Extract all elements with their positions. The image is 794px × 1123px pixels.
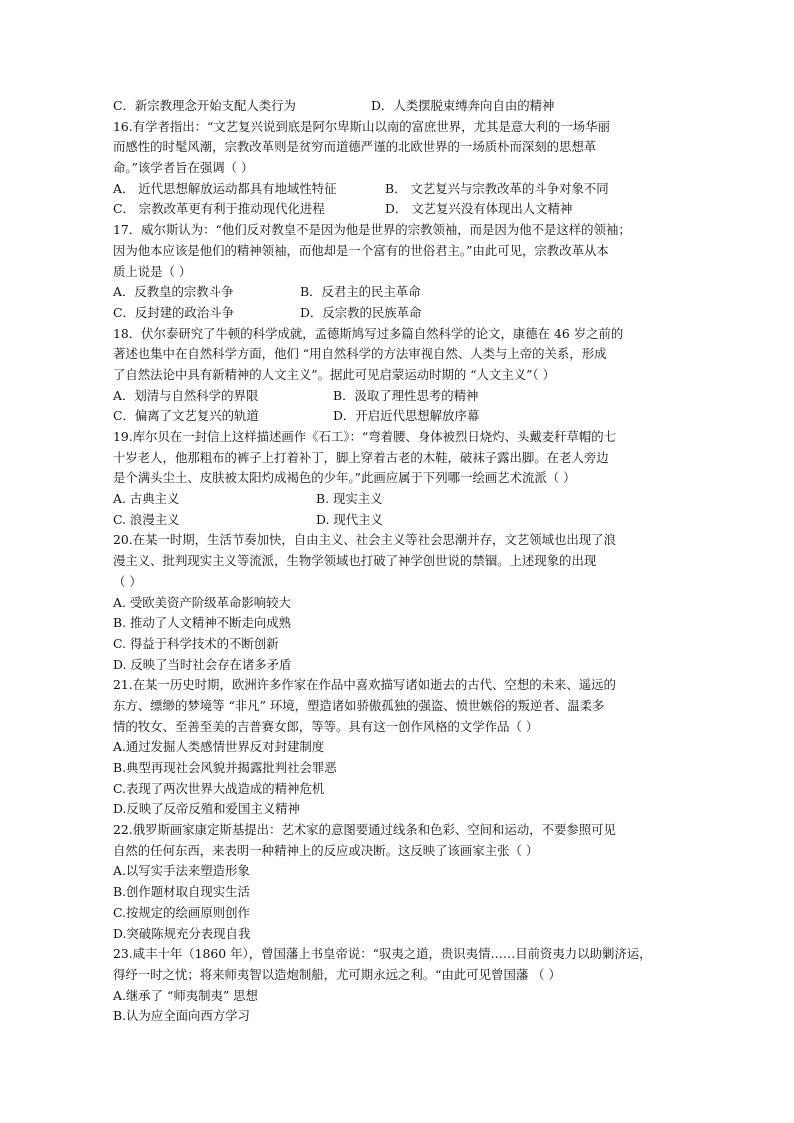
q17-stem-line-2: 因为他本应该是他们的精神领袖，而他却是一个富有的世俗君主。”由此可见，宗教改革从本 (113, 242, 609, 258)
q17-options-ab (113, 282, 683, 303)
q22-option-b[interactable]: B.创作题材取自现实生活 (113, 884, 250, 900)
q18-option-a[interactable]: A．划清与自然科学的界限 (113, 387, 259, 403)
q21-stem-line-1: 21.在某一历史时期，欧洲许多作家在作品中喜欢描写诸如逝去的古代、空想的未来、遥远的 (113, 677, 616, 693)
q17-option-b[interactable]: B．反君主的民主革命 (300, 284, 421, 300)
q16-stem-line-2: 而感性的时髦风潮，宗教改革则是贫穷而道德严谨的北欧世界的一场质朴而深刻的思想革 (113, 139, 597, 155)
q22-stem-line-2: 自然的任何东西，来表明一种精神上的反应或决断。这反映了该画家主张（ ） (113, 842, 539, 858)
q18-options-ab (113, 386, 683, 407)
q15-option-c[interactable]: C．新宗教理念开始支配人类行为 (113, 98, 296, 113)
q19-stem-line-2: 十岁老人，他那粗布的裤子上打着补丁，脚上穿着古老的木鞋，破袜子露出脚。在老人旁边 (113, 449, 609, 465)
q18-stem-line-3: 了自然法论中具有新精神的人文主义”。据此可见启蒙运动时期的 “人文主义”（ ） (113, 366, 555, 382)
q16-stem-line-3: 命。”该学者旨在强调（ ） (113, 160, 254, 176)
q21-option-d[interactable]: D.反映了反帝反殖和爱国主义精神 (113, 801, 300, 817)
q17-option-d[interactable]: D．反宗教的民族革命 (300, 304, 422, 320)
q23-stem-line-1: 23.咸丰十年（1860 年），曾国藩上书皇帝说：“驭夷之道，贵识夷情……目前资夷力以助剿济运， (113, 946, 652, 962)
q20-stem-line-1: 20.在某一时期，生活节奏加快，自由主义、社会主义等社会思潮并存，文艺领域也出现了浪 (113, 532, 616, 548)
q23-option-a[interactable]: A.继承了 “师夷制夷” 思想 (113, 987, 258, 1003)
q19-stem-line-1: 19.库尔贝在一封信上这样描述画作《石工》：“弯着腰、身体被烈日烧灼、头戴麦秆草帽的七 (113, 429, 617, 444)
q17-stem-line-1: 17．威尔斯认为：“他们反对教皇不是因为他是世界的宗教领袖，而是因为他不是这样的领袖； (113, 222, 631, 238)
q21-stem-line-2: 东方、缥缈的梦境等 “非凡” 环境，塑造诸如骄傲孤独的强盗、愤世嫉俗的叛逆者、温柔多 (113, 697, 605, 713)
q18-stem-line-1: 18．伏尔泰研究了牛顿的科学成就，孟德斯鸠写过多篇自然科学的论文，康德在 46 岁之前的 (113, 325, 624, 341)
q16-option-b[interactable]: B． 文艺复兴与宗教改革的斗争对象不同 (385, 180, 609, 196)
q16-option-d[interactable]: D． 文艺复兴没有体现出人文精神 (385, 201, 573, 217)
q17-options-cd (113, 303, 683, 324)
q16-options-ab (113, 179, 683, 200)
q16-option-c[interactable]: C． 宗教改革更有利于推动现代化进程 (113, 201, 325, 217)
exam-page (113, 96, 683, 1027)
q22-option-a[interactable]: A.以写实手法来塑造形象 (113, 863, 250, 879)
q20-stem-line-2: 漫主义、批判现实主义等流派，生物学领域也打破了神学创世说的禁锢。上述现象的出现 (113, 553, 597, 569)
q19-options-cd (113, 510, 683, 531)
q18-options-cd (113, 406, 683, 427)
q19-options-ab (113, 489, 683, 510)
q22-stem-line-1: 22.俄罗斯画家康定斯基提出：艺术家的意图要通过线条和色彩、空间和运动，不要参照可见 (113, 822, 616, 838)
q21-stem-line-3: 情的牧女、至善至美的吉普赛女郎，等等。具有这一创作风格的文学作品（ ） (113, 718, 539, 734)
q19-option-c[interactable]: C. 浪漫主义 (113, 511, 180, 527)
q18-option-d[interactable]: D．开启近代思想解放序幕 (333, 408, 480, 424)
q15-option-d[interactable]: D．人类摆脱束缚奔向自由的精神 (371, 98, 555, 113)
q20-stem-line-3: （ ） (113, 573, 142, 589)
q19-stem-line-3: 是个满头尘土、皮肤被太阳灼成褐色的少年。”此画应属于下列哪一绘画艺术流派（ ） (113, 470, 576, 486)
q16-option-a[interactable]: A． 近代思想解放运动都具有地域性特征 (113, 180, 337, 196)
q16-options-cd (113, 199, 683, 220)
q20-option-c[interactable]: C. 得益于科学技术的不断创新 (113, 635, 279, 651)
q18-stem-line-2: 著述也集中在自然科学方面，他们 “用自然科学的方法审视自然、人类与上帝的关系，形成 (113, 346, 607, 362)
q19-option-a[interactable]: A. 古典主义 (113, 491, 180, 507)
q20-option-a[interactable]: A. 受欧美资产阶级革命影响较大 (113, 594, 291, 610)
q17-option-a[interactable]: A．反教皇的宗教斗争 (113, 284, 234, 300)
q17-option-c[interactable]: C．反封建的政治斗争 (113, 304, 234, 320)
q20-option-d[interactable]: D. 反映了当时社会存在诸多矛盾 (113, 656, 292, 672)
q21-option-b[interactable]: B.典型再现社会风貌并揭露批判社会罪恶 (113, 760, 337, 775)
q18-option-b[interactable]: B．汲取了理性思考的精神 (333, 387, 479, 403)
q17-stem-line-3: 质上说是（ ） (113, 263, 192, 279)
q23-option-b[interactable]: B.认为应全面向西方学习 (113, 1008, 250, 1024)
q22-option-d[interactable]: D.突破陈规充分表现自我 (113, 925, 251, 941)
q15-options-cd (113, 96, 683, 117)
q16-stem-line-1: 16.有学者指出：“文艺复兴说到底是阿尔卑斯山以南的富庶世界，尤其是意大利的一场华丽 (113, 118, 610, 134)
q22-option-c[interactable]: C.按规定的绘画原则创作 (113, 904, 250, 920)
q20-option-b[interactable]: B. 推动了人文精神不断走向成熟 (113, 615, 292, 631)
q18-option-c[interactable]: C．偏离了文艺复兴的轨道 (113, 408, 259, 424)
q21-option-a[interactable]: A.通过发掘人类感情世界反对封建制度 (113, 739, 325, 755)
q23-stem-line-2: 得纾一时之忧；将来师夷智以造炮制船，尤可期永远之利。“由此可见曾国藩 （ ） (113, 966, 561, 982)
q19-option-d[interactable]: D. 现代主义 (316, 511, 383, 527)
q21-option-c[interactable]: C.表现了两次世界大战造成的精神危机 (113, 780, 325, 796)
q19-option-b[interactable]: B. 现实主义 (316, 491, 383, 507)
